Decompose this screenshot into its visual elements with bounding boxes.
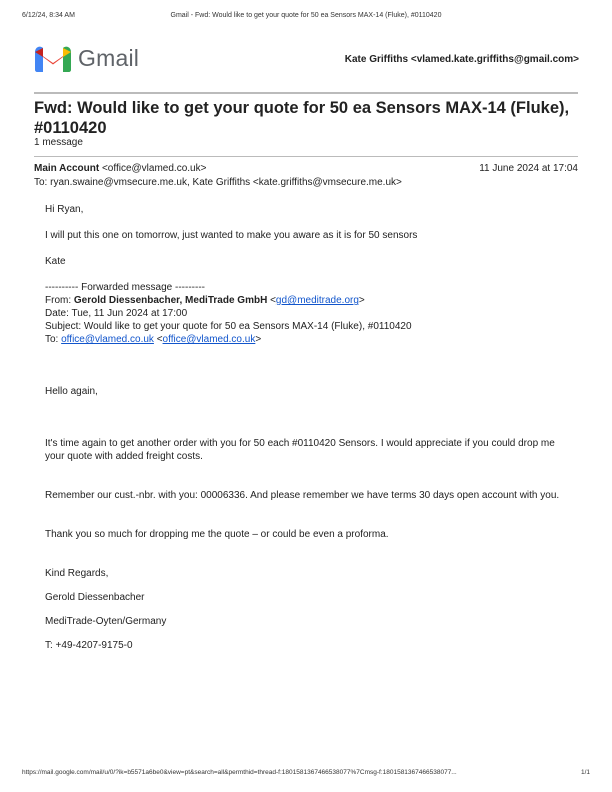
forward-to-label: To: bbox=[45, 334, 62, 345]
forward-from-email-link[interactable]: gd@meditrade.org bbox=[275, 295, 359, 306]
forward-from-label: From: bbox=[45, 295, 74, 306]
forward-to-email-link-2[interactable]: office@vlamed.co.uk bbox=[162, 334, 256, 345]
account-identity: Kate Griffiths <vlamed.kate.griffiths@gmail.com> bbox=[344, 54, 579, 65]
print-url: https://mail.google.com/mail/u/0/?ik=b5571a6be0&view=pt&search=all&permthid=thread-f:1801581367466538077%7Cmsg-f:1801581367466538077... bbox=[22, 769, 457, 776]
forward-separator: ---------- Forwarded message --------- bbox=[45, 282, 205, 293]
message-date: 11 June 2024 at 17:04 bbox=[479, 163, 578, 174]
subject-divider bbox=[34, 156, 578, 157]
fwd-paragraph-1: It's time again to get another order with you for 50 each #0110420 Sensors. I would appreciate if you could drop me your quote with added freight costs. bbox=[45, 438, 555, 462]
print-header bbox=[22, 12, 590, 22]
signoff: Kate bbox=[45, 256, 66, 267]
fwd-paragraph-2: Remember our cust.-nbr. with you: 00006336. And please remember we have terms 30 days open account with you. bbox=[45, 490, 560, 501]
print-title: Gmail - Fwd: Would like to get your quote for 50 ea Sensors MAX-14 (Fluke), #0110420 bbox=[170, 12, 442, 19]
gmail-header bbox=[34, 44, 579, 76]
print-date: 6/12/24, 8:34 AM bbox=[22, 12, 75, 19]
forwarded-block bbox=[45, 281, 575, 346]
forward-date: Date: Tue, 11 Jun 2024 at 17:00 bbox=[45, 308, 188, 319]
fwd-sig-name: Gerold Diessenbacher bbox=[45, 592, 145, 603]
sender-name: Main Account bbox=[34, 163, 100, 174]
message-to-line: To: ryan.swaine@vmsecure.me.uk, Kate Griffiths <kate.griffiths@vmsecure.me.uk> bbox=[34, 177, 402, 188]
print-page-number: 1/1 bbox=[580, 769, 590, 776]
fwd-sig-company: MediTrade-Oyten/Germany bbox=[45, 616, 167, 627]
thread-subject: Fwd: Would like to get your quote for 50 ea Sensors MAX-14 (Fluke), #0110420 bbox=[34, 99, 570, 137]
forward-to: To: office@vlamed.co.uk <office@vlamed.co.uk> bbox=[45, 334, 262, 345]
fwd-greeting: Hello again, bbox=[45, 386, 98, 397]
body-line: I will put this one on tomorrow, just wanted to make you aware as it is for 50 sensors bbox=[45, 230, 418, 241]
forward-from-name: Gerold Diessenbacher, MediTrade GmbH bbox=[73, 295, 268, 306]
message-from-line bbox=[34, 163, 578, 174]
forward-from: From: Gerold Diessenbacher, MediTrade GmbH <gd@meditrade.org> bbox=[45, 295, 365, 306]
forward-to-email-link[interactable]: office@vlamed.co.uk bbox=[61, 334, 154, 345]
forward-subject: Subject: Would like to get your quote for 50 ea Sensors MAX-14 (Fluke), #0110420 bbox=[45, 321, 412, 332]
gmail-wordmark: Gmail bbox=[78, 45, 140, 71]
fwd-regards: Kind Regards, bbox=[45, 568, 109, 579]
message-count: 1 message bbox=[34, 137, 83, 148]
greeting: Hi Ryan, bbox=[45, 204, 84, 215]
gmail-logo-icon bbox=[34, 44, 72, 72]
header-divider bbox=[34, 92, 578, 94]
sender-email: <office@vlamed.co.uk> bbox=[101, 163, 207, 174]
fwd-paragraph-3: Thank you so much for dropping me the quote – or could be even a proforma. bbox=[45, 529, 389, 540]
fwd-sig-phone: T: +49-4207-9175-0 bbox=[45, 640, 133, 651]
message-body bbox=[45, 203, 575, 652]
